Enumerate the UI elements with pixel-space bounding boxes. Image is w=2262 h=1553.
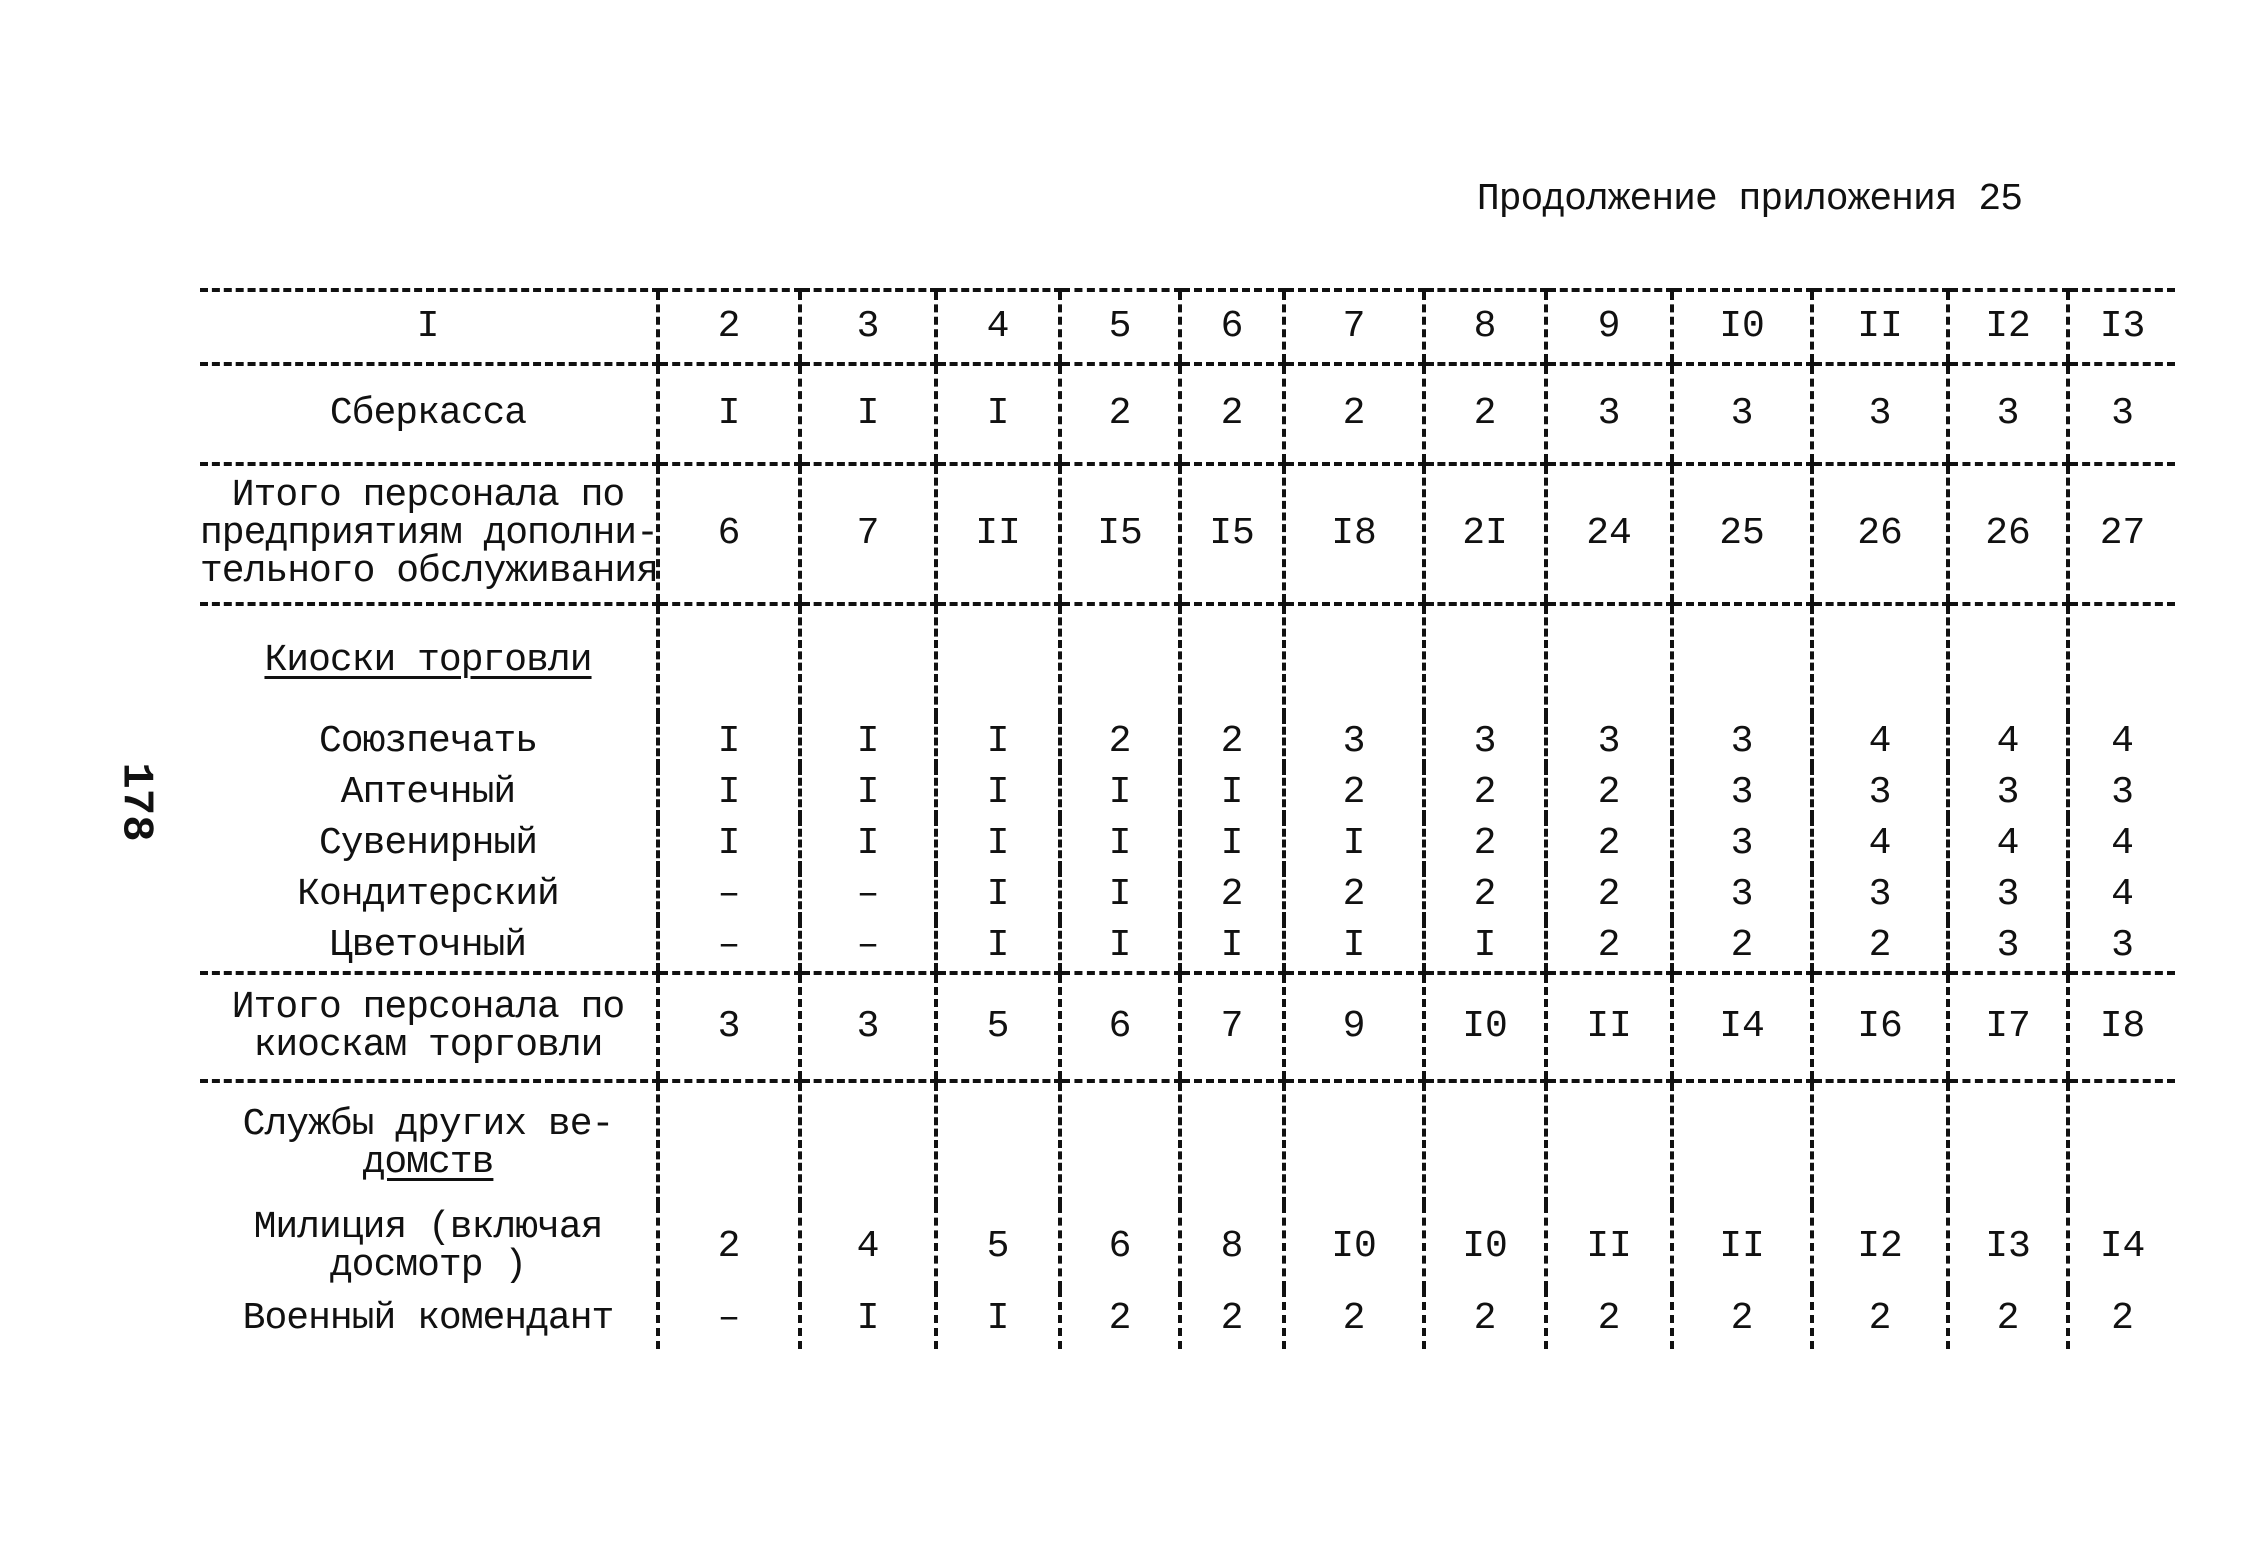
table-cell: 27 — [2068, 464, 2175, 604]
column-header: I0 — [1672, 290, 1812, 364]
column-header: II — [1812, 290, 1948, 364]
table-cell: 2 — [1284, 364, 1424, 464]
table-cell: I — [936, 920, 1060, 973]
table-cell: I — [1180, 920, 1284, 973]
table-cell: I — [1060, 767, 1180, 818]
row-label — [200, 464, 658, 604]
column-header: I3 — [2068, 290, 2175, 364]
table-cell: 4 — [1948, 818, 2068, 869]
column-header: 6 — [1180, 290, 1284, 364]
table-cell: I — [936, 767, 1060, 818]
table-cell: 6 — [1060, 1205, 1180, 1289]
table-cell: I — [800, 1289, 936, 1349]
table-row-total-extra — [200, 464, 2175, 604]
table-cell: I7 — [1948, 973, 2068, 1081]
table-cell: I4 — [1672, 973, 1812, 1081]
table-cell: I — [800, 767, 936, 818]
table-cell: 2 — [1424, 364, 1546, 464]
table-cell: 4 — [2068, 716, 2175, 767]
table-row-militia — [200, 1205, 2175, 1289]
table-cell: 8 — [1180, 1205, 1284, 1289]
table-cell: 3 — [1812, 364, 1948, 464]
label-line: досмотр ) — [329, 1244, 527, 1287]
table-cell: I — [1284, 920, 1424, 973]
table-cell: I — [1284, 818, 1424, 869]
table-row — [200, 818, 2175, 869]
column-header: 3 — [800, 290, 936, 364]
table-cell: I — [1060, 818, 1180, 869]
table-row — [200, 716, 2175, 767]
table-cell: 2I — [1424, 464, 1546, 604]
section-heading-other-services — [200, 1081, 2175, 1205]
table-cell: 3 — [2068, 767, 2175, 818]
table-cell: 3 — [1672, 869, 1812, 920]
table-cell: II — [1546, 1205, 1672, 1289]
table-cell: I — [1424, 920, 1546, 973]
table-cell: I — [1180, 818, 1284, 869]
table-cell: 4 — [1812, 818, 1948, 869]
table-cell: 3 — [1424, 716, 1546, 767]
table-cell: 2 — [1812, 1289, 1948, 1349]
column-header: 2 — [658, 290, 800, 364]
column-header: I — [200, 290, 658, 364]
section-heading-text: Киоски торговли — [264, 639, 592, 682]
table-cell: 3 — [1672, 716, 1812, 767]
table-cell: 3 — [1812, 869, 1948, 920]
table-cell: 2 — [1546, 818, 1672, 869]
row-label: Сберкасса — [200, 364, 658, 464]
column-header: 8 — [1424, 290, 1546, 364]
table-cell: 7 — [1180, 973, 1284, 1081]
table-cell: I0 — [1284, 1205, 1424, 1289]
table-cell: I5 — [1180, 464, 1284, 604]
table-cell: 7 — [800, 464, 936, 604]
table-cell: 2 — [1284, 869, 1424, 920]
label-line: предприятиям дополни- — [200, 512, 658, 555]
table-cell: 3 — [1284, 716, 1424, 767]
table-cell: 2 — [1546, 1289, 1672, 1349]
table-cell: 3 — [1546, 716, 1672, 767]
label-line: Итого персонала по — [231, 474, 625, 517]
table-cell: II — [1546, 973, 1672, 1081]
table-cell: 2 — [1284, 1289, 1424, 1349]
table-cell: I — [936, 364, 1060, 464]
row-label — [200, 973, 658, 1081]
table-cell: II — [936, 464, 1060, 604]
table-cell: I — [658, 364, 800, 464]
table-cell: I0 — [1424, 1205, 1546, 1289]
table-cell: 2 — [1672, 920, 1812, 973]
table-cell: 4 — [1812, 716, 1948, 767]
table-cell: 26 — [1948, 464, 2068, 604]
table-cell: 6 — [1060, 973, 1180, 1081]
table-cell: 3 — [1948, 767, 2068, 818]
table-cell: 2 — [1546, 767, 1672, 818]
table-cell: I — [1180, 767, 1284, 818]
table-cell: 2 — [1060, 364, 1180, 464]
table-cell: 2 — [1180, 364, 1284, 464]
table-cell: 26 — [1812, 464, 1948, 604]
label-line: домств — [362, 1141, 494, 1184]
table-cell: 4 — [2068, 869, 2175, 920]
table-row-total-kiosks — [200, 973, 2175, 1081]
table-cell: I5 — [1060, 464, 1180, 604]
row-label — [200, 1205, 658, 1289]
table-cell: 3 — [2068, 364, 2175, 464]
table-cell: 25 — [1672, 464, 1812, 604]
table-cell: I0 — [1424, 973, 1546, 1081]
table-cell: 2 — [1180, 869, 1284, 920]
table-cell: I — [658, 767, 800, 818]
section-heading-kiosks — [200, 604, 2175, 716]
table-cell: 3 — [1948, 364, 2068, 464]
table-cell: 2 — [1948, 1289, 2068, 1349]
row-label: Союзпечать — [318, 719, 538, 763]
staff-table — [200, 288, 2175, 1349]
table-cell: 3 — [1948, 920, 2068, 973]
table-cell: 9 — [1284, 973, 1424, 1081]
table-row — [200, 869, 2175, 920]
label-line: тельного обслуживания — [200, 550, 658, 593]
table-cell: 2 — [1180, 716, 1284, 767]
table-cell: 2 — [1546, 920, 1672, 973]
table-cell: I — [936, 818, 1060, 869]
table-cell: I — [1060, 920, 1180, 973]
table-cell: 3 — [800, 973, 936, 1081]
table-cell: 2 — [1180, 1289, 1284, 1349]
table-cell: 4 — [1948, 716, 2068, 767]
label-line: киоскам торговли — [253, 1024, 603, 1067]
table-row-commandant — [200, 1289, 2175, 1349]
section-heading — [200, 604, 658, 716]
table-cell: I — [800, 716, 936, 767]
table-cell: I — [936, 1289, 1060, 1349]
table-cell: 2 — [1812, 920, 1948, 973]
table-cell: 3 — [1672, 818, 1812, 869]
table-cell: I — [800, 364, 936, 464]
label-line: Итого персонала по — [231, 986, 625, 1029]
column-header: 7 — [1284, 290, 1424, 364]
section-heading — [200, 1081, 658, 1205]
table-cell: 3 — [1672, 767, 1812, 818]
table-cell: I — [658, 716, 800, 767]
table-cell: – — [800, 920, 936, 973]
row-label: Кондитерский — [297, 872, 559, 916]
table-cell: 4 — [2068, 818, 2175, 869]
table-cell: 24 — [1546, 464, 1672, 604]
column-header: 4 — [936, 290, 1060, 364]
table-cell: II — [1672, 1205, 1812, 1289]
table-cell: I8 — [1284, 464, 1424, 604]
table-cell: 3 — [1672, 364, 1812, 464]
table-cell: 5 — [936, 1205, 1060, 1289]
table-cell: 2 — [1060, 716, 1180, 767]
table-cell: 2 — [1424, 1289, 1546, 1349]
table-cell: 2 — [1424, 869, 1546, 920]
column-header: 9 — [1546, 290, 1672, 364]
table-cell: – — [658, 920, 800, 973]
table-cell: I8 — [2068, 973, 2175, 1081]
table-cell: I — [936, 716, 1060, 767]
table-cell: 3 — [1812, 767, 1948, 818]
row-label: Сувенирный — [318, 821, 538, 865]
page-number: 178 — [110, 762, 161, 842]
table-cell: I — [936, 869, 1060, 920]
table-cell: I2 — [1812, 1205, 1948, 1289]
table-cell: I — [658, 818, 800, 869]
table-cell: 2 — [658, 1205, 800, 1289]
table-cell: 3 — [2068, 920, 2175, 973]
table-cell: 4 — [800, 1205, 936, 1289]
table-cell: I — [1060, 869, 1180, 920]
table-cell: 2 — [1424, 818, 1546, 869]
table-cell: 3 — [1546, 364, 1672, 464]
table-cell: 3 — [1948, 869, 2068, 920]
column-header: I2 — [1948, 290, 2068, 364]
table-cell: I6 — [1812, 973, 1948, 1081]
label-line: Службы других ве- — [242, 1103, 614, 1146]
table-cell: – — [658, 869, 800, 920]
label-line: Милиция (включая — [253, 1206, 603, 1249]
row-label: Цветочный — [200, 920, 658, 973]
table-cell: 2 — [1284, 767, 1424, 818]
table-cell: – — [800, 869, 936, 920]
table-row — [200, 767, 2175, 818]
table-cell: 2 — [1546, 869, 1672, 920]
table-cell: I — [800, 818, 936, 869]
header-row — [200, 290, 2175, 364]
table-cell: 6 — [658, 464, 800, 604]
table-cell: I4 — [2068, 1205, 2175, 1289]
column-header: 5 — [1060, 290, 1180, 364]
table-cell: 5 — [936, 973, 1060, 1081]
caption: Продолжение приложения 25 — [1476, 178, 2022, 221]
table-row-sberkassa — [200, 364, 2175, 464]
table-cell: – — [658, 1289, 800, 1349]
table-cell: 2 — [1672, 1289, 1812, 1349]
table-cell: I3 — [1948, 1205, 2068, 1289]
table-cell: 2 — [1424, 767, 1546, 818]
table-row — [200, 920, 2175, 973]
table-cell: 3 — [658, 973, 800, 1081]
row-label: Аптечный — [340, 770, 516, 814]
table-cell: 2 — [1060, 1289, 1180, 1349]
row-label: Военный комендант — [242, 1297, 614, 1340]
table-cell: 2 — [2068, 1289, 2175, 1349]
